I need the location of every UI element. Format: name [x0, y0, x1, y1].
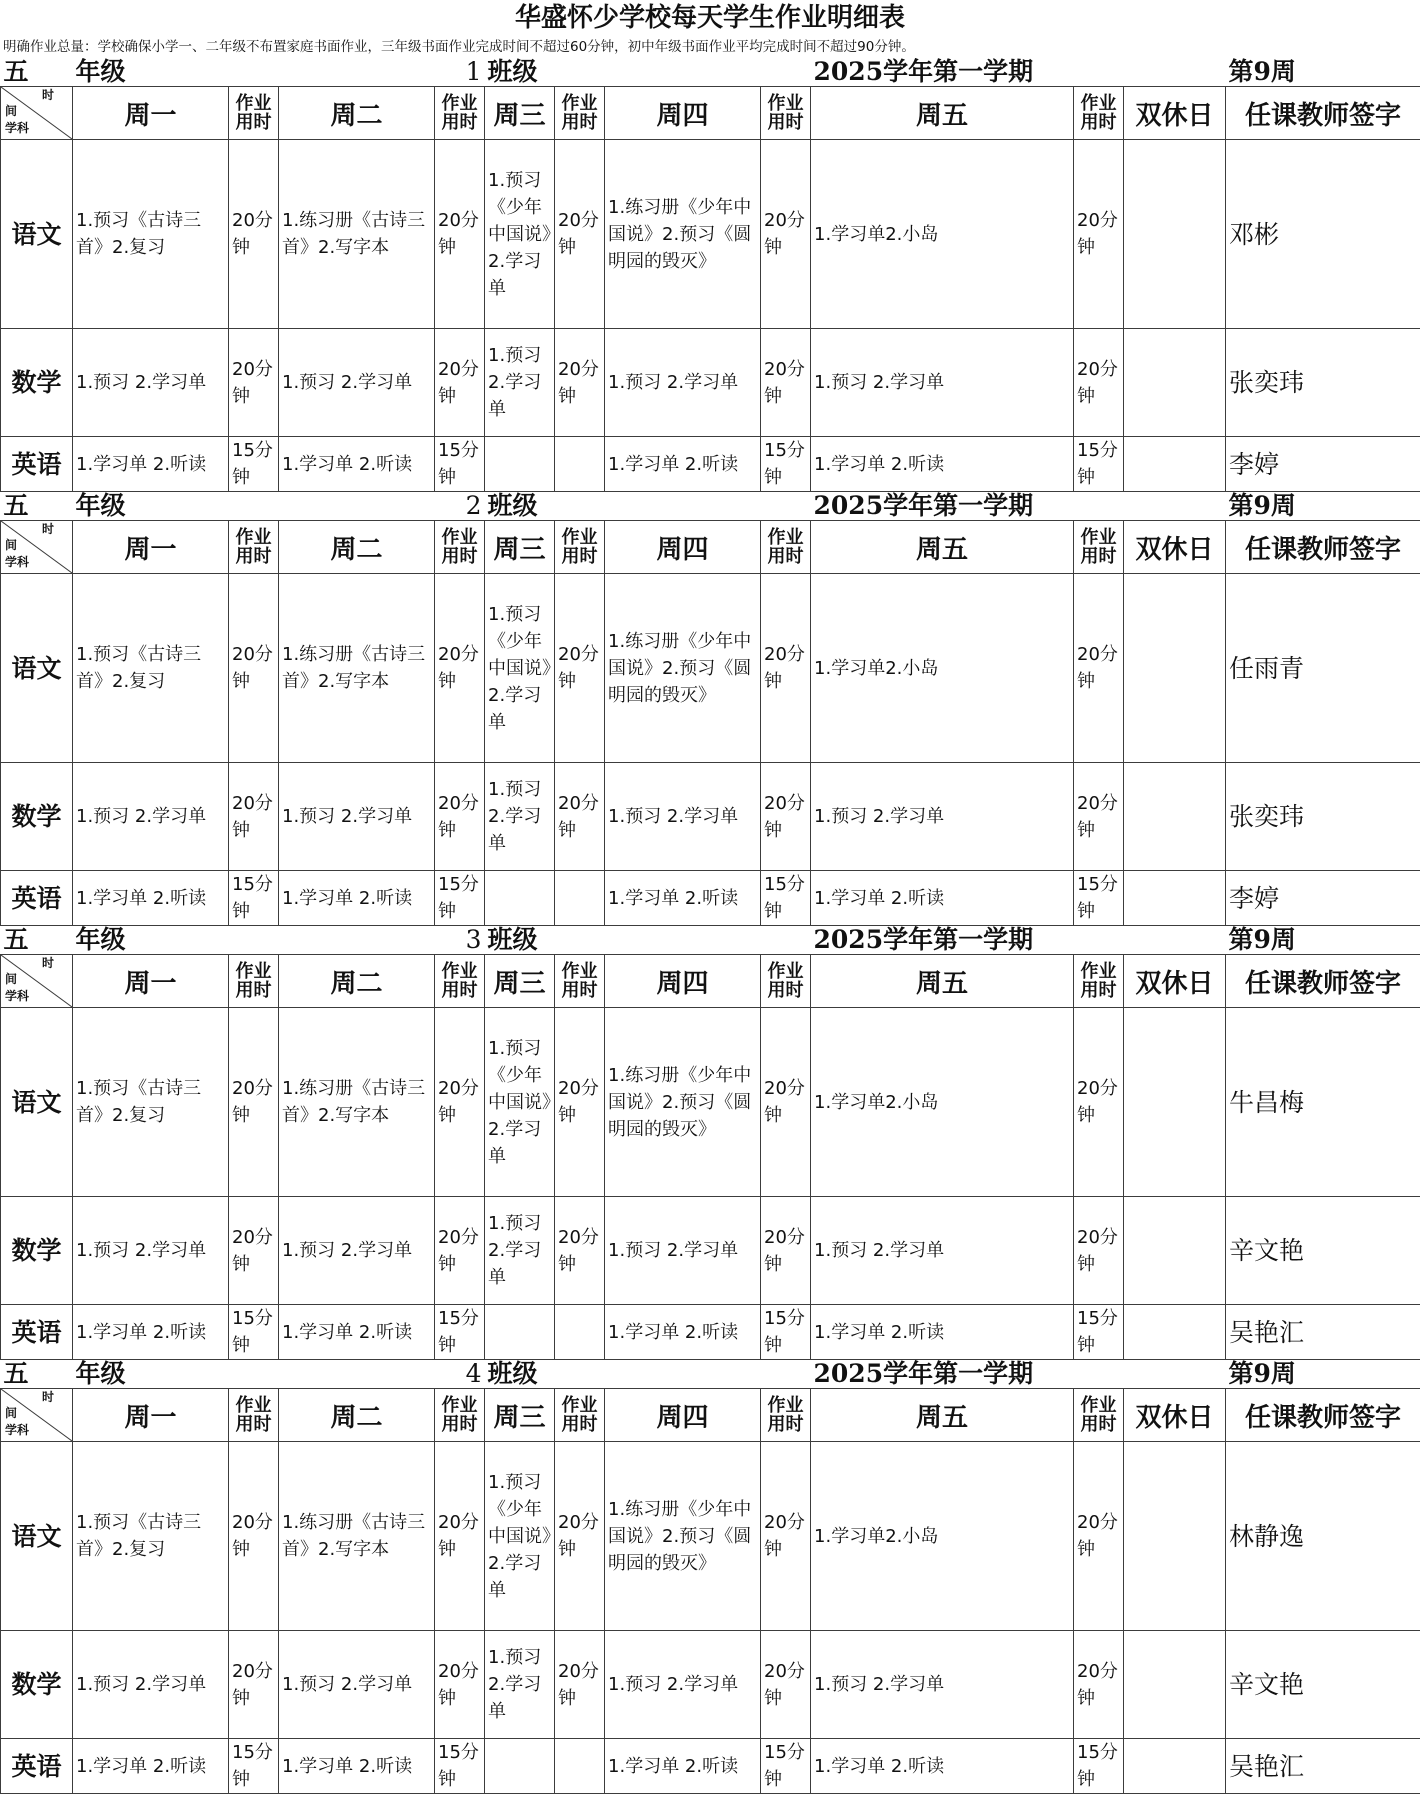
wed-homework: 1.预习《少年中国说》2.学习单 [485, 1008, 555, 1197]
wed-homework [485, 871, 555, 926]
weekend-homework [1124, 1008, 1226, 1197]
term-label: 2025学年第一学期 [811, 1360, 1074, 1389]
wed-homework: 1.预习2.学习单 [485, 763, 555, 871]
subject-row [1, 1197, 1420, 1305]
thu-time: 15分钟 [761, 1739, 811, 1794]
fri-time: 15分钟 [1074, 1739, 1124, 1794]
fri-time: 20分钟 [1074, 1008, 1124, 1197]
header-weekend: 双休日 [1124, 1389, 1226, 1442]
weekend-homework [1124, 1442, 1226, 1631]
grade-label: 年级 [73, 926, 229, 955]
mon-time: 15分钟 [229, 871, 279, 926]
wed-homework [485, 1305, 555, 1360]
tue-time: 20分钟 [435, 574, 485, 763]
thu-homework: 1.预习 2.学习单 [605, 763, 761, 871]
fri-homework: 1.学习单2.小岛 [811, 1442, 1074, 1631]
tue-homework: 1.预习 2.学习单 [279, 1197, 435, 1305]
thu-time: 20分钟 [761, 574, 811, 763]
tue-homework: 1.预习 2.学习单 [279, 763, 435, 871]
column-header-row [1, 521, 1420, 574]
class-info-row [1, 1360, 1420, 1389]
class-info-row [1, 926, 1420, 955]
column-header-row [1, 87, 1420, 140]
header-weekend: 双休日 [1124, 87, 1226, 140]
thu-homework: 1.预习 2.学习单 [605, 329, 761, 437]
thu-time: 20分钟 [761, 140, 811, 329]
header-fri: 周五 [811, 521, 1074, 574]
thu-homework: 1.练习册《少年中国说》2.预习《圆明园的毁灭》 [605, 1442, 761, 1631]
header-time: 作业用时 [761, 87, 811, 140]
mon-homework: 1.预习 2.学习单 [73, 763, 229, 871]
header-weekend: 双休日 [1124, 955, 1226, 1008]
wed-homework: 1.预习2.学习单 [485, 329, 555, 437]
subject-name: 数学 [1, 1631, 73, 1739]
class-label: 班级 [485, 58, 555, 87]
mon-time: 20分钟 [229, 574, 279, 763]
header-time: 作业用时 [555, 521, 605, 574]
tue-homework: 1.练习册《古诗三首》2.写字本 [279, 1442, 435, 1631]
tue-time: 20分钟 [435, 329, 485, 437]
teacher-signature: 邓彬 [1226, 140, 1420, 329]
teacher-signature: 张奕玮 [1226, 763, 1420, 871]
fri-time: 20分钟 [1074, 1197, 1124, 1305]
header-time: 作业用时 [1074, 87, 1124, 140]
weekend-homework [1124, 763, 1226, 871]
column-header-row [1, 955, 1420, 1008]
tue-time: 15分钟 [435, 1305, 485, 1360]
class-block [0, 926, 1420, 1360]
fri-homework: 1.预习 2.学习单 [811, 763, 1074, 871]
tue-time: 20分钟 [435, 1008, 485, 1197]
thu-time: 20分钟 [761, 763, 811, 871]
teacher-signature: 辛文艳 [1226, 1197, 1420, 1305]
mon-time: 20分钟 [229, 763, 279, 871]
fri-time: 15分钟 [1074, 1305, 1124, 1360]
teacher-signature: 任雨青 [1226, 574, 1420, 763]
subject-row [1, 1442, 1420, 1631]
header-tue: 周二 [279, 955, 435, 1008]
mon-homework: 1.预习《古诗三首》2.复习 [73, 574, 229, 763]
teacher-signature: 吴艳汇 [1226, 1305, 1420, 1360]
diag-top-label: 时 [42, 956, 55, 970]
tue-homework: 1.预习 2.学习单 [279, 329, 435, 437]
wed-time: 20分钟 [555, 329, 605, 437]
mon-homework: 1.预习 2.学习单 [73, 329, 229, 437]
subject-row [1, 1008, 1420, 1197]
mon-time: 20分钟 [229, 329, 279, 437]
mon-homework: 1.学习单 2.听读 [73, 1739, 229, 1794]
wed-time [555, 437, 605, 492]
grade-value: 五 [1, 926, 73, 955]
header-mon: 周一 [73, 521, 229, 574]
class-info-row [1, 492, 1420, 521]
tue-homework: 1.预习 2.学习单 [279, 1631, 435, 1739]
subject-name: 语文 [1, 140, 73, 329]
grade-value: 五 [1, 58, 73, 87]
class-number: 1 [229, 58, 485, 87]
mon-homework: 1.预习 2.学习单 [73, 1631, 229, 1739]
fri-homework: 1.学习单 2.听读 [811, 437, 1074, 492]
homework-blocks [0, 58, 1420, 1794]
wed-homework: 1.预习2.学习单 [485, 1631, 555, 1739]
subject-name: 英语 [1, 871, 73, 926]
tue-homework: 1.练习册《古诗三首》2.写字本 [279, 574, 435, 763]
fri-time: 20分钟 [1074, 574, 1124, 763]
mon-time: 20分钟 [229, 1442, 279, 1631]
thu-homework: 1.学习单 2.听读 [605, 871, 761, 926]
header-mon: 周一 [73, 1389, 229, 1442]
tue-time: 15分钟 [435, 871, 485, 926]
fri-time: 20分钟 [1074, 1442, 1124, 1631]
weekend-homework [1124, 1197, 1226, 1305]
class-label: 班级 [485, 926, 555, 955]
class-info-row [1, 58, 1420, 87]
mon-homework: 1.预习 2.学习单 [73, 1197, 229, 1305]
subject-row [1, 1631, 1420, 1739]
term-label: 2025学年第一学期 [811, 926, 1074, 955]
tue-time: 20分钟 [435, 1631, 485, 1739]
mon-time: 20分钟 [229, 1197, 279, 1305]
subject-row [1, 329, 1420, 437]
mon-homework: 1.学习单 2.听读 [73, 871, 229, 926]
subject-name: 语文 [1, 574, 73, 763]
header-weekend: 双休日 [1124, 521, 1226, 574]
fri-time: 15分钟 [1074, 871, 1124, 926]
weekend-homework [1124, 1631, 1226, 1739]
thu-homework: 1.练习册《少年中国说》2.预习《圆明园的毁灭》 [605, 1008, 761, 1197]
subject-row [1, 574, 1420, 763]
subject-name: 数学 [1, 763, 73, 871]
thu-homework: 1.学习单 2.听读 [605, 1305, 761, 1360]
header-wed: 周三 [485, 521, 555, 574]
diagonal-header-cell [1, 955, 73, 1008]
grade-label: 年级 [73, 58, 229, 87]
fri-homework: 1.预习 2.学习单 [811, 1197, 1074, 1305]
teacher-signature: 吴艳汇 [1226, 1739, 1420, 1794]
header-time: 作业用时 [229, 87, 279, 140]
subject-name: 数学 [1, 1197, 73, 1305]
header-time: 作业用时 [435, 521, 485, 574]
wed-homework: 1.预习《少年中国说》2.学习单 [485, 140, 555, 329]
wed-time: 20分钟 [555, 763, 605, 871]
teacher-signature: 李婷 [1226, 871, 1420, 926]
thu-time: 20分钟 [761, 1631, 811, 1739]
mon-homework: 1.学习单 2.听读 [73, 437, 229, 492]
thu-homework: 1.预习 2.学习单 [605, 1197, 761, 1305]
wed-time: 20分钟 [555, 1442, 605, 1631]
week-label: 第9周 [1226, 58, 1420, 87]
class-block [0, 1360, 1420, 1794]
subject-name: 英语 [1, 1305, 73, 1360]
thu-homework: 1.练习册《少年中国说》2.预习《圆明园的毁灭》 [605, 140, 761, 329]
header-tue: 周二 [279, 1389, 435, 1442]
mon-time: 15分钟 [229, 437, 279, 492]
tue-time: 15分钟 [435, 1739, 485, 1794]
header-time: 作业用时 [435, 1389, 485, 1442]
mon-time: 15分钟 [229, 1305, 279, 1360]
header-time: 作业用时 [555, 955, 605, 1008]
page-title: 华盛怀少学校每天学生作业明细表 [514, 3, 905, 33]
fri-homework: 1.学习单2.小岛 [811, 140, 1074, 329]
header-tue: 周二 [279, 87, 435, 140]
weekend-homework [1124, 574, 1226, 763]
mon-time: 20分钟 [229, 1008, 279, 1197]
fri-time: 20分钟 [1074, 763, 1124, 871]
header-time: 作业用时 [761, 1389, 811, 1442]
wed-time: 20分钟 [555, 574, 605, 763]
weekend-homework [1124, 1305, 1226, 1360]
tue-time: 20分钟 [435, 1197, 485, 1305]
wed-time: 20分钟 [555, 1197, 605, 1305]
header-fri: 周五 [811, 1389, 1074, 1442]
wed-homework: 1.预习《少年中国说》2.学习单 [485, 1442, 555, 1631]
term-label: 2025学年第一学期 [811, 492, 1074, 521]
mon-time: 20分钟 [229, 140, 279, 329]
header-teacher: 任课教师签字 [1226, 1389, 1420, 1442]
tue-homework: 1.练习册《古诗三首》2.写字本 [279, 140, 435, 329]
diag-mid-label: 间 [5, 538, 18, 552]
mon-homework: 1.预习《古诗三首》2.复习 [73, 1442, 229, 1631]
weekend-homework [1124, 140, 1226, 329]
tue-time: 20分钟 [435, 1442, 485, 1631]
class-block [0, 58, 1420, 492]
grade-label: 年级 [73, 1360, 229, 1389]
grade-value: 五 [1, 492, 73, 521]
term-label: 2025学年第一学期 [811, 58, 1074, 87]
header-time: 作业用时 [1074, 521, 1124, 574]
header-wed: 周三 [485, 1389, 555, 1442]
header-mon: 周一 [73, 955, 229, 1008]
header-thu: 周四 [605, 1389, 761, 1442]
mon-time: 15分钟 [229, 1739, 279, 1794]
intro-note: 明确作业总量：学校确保小学一、二年级不布置家庭书面作业，三年级书面作业完成时间不超过60分钟，初中年级书面作业平均完成时间不超过90分钟。 [3, 39, 915, 55]
wed-homework: 1.预习2.学习单 [485, 1197, 555, 1305]
diagonal-header-cell [1, 1389, 73, 1442]
diag-mid-label: 间 [5, 104, 18, 118]
thu-homework: 1.学习单 2.听读 [605, 1739, 761, 1794]
wed-time: 20分钟 [555, 1631, 605, 1739]
subject-row [1, 871, 1420, 926]
thu-time: 15分钟 [761, 437, 811, 492]
wed-homework: 1.预习《少年中国说》2.学习单 [485, 574, 555, 763]
diag-mid-label: 间 [5, 1406, 18, 1420]
mon-homework: 1.学习单 2.听读 [73, 1305, 229, 1360]
thu-time: 20分钟 [761, 329, 811, 437]
header-teacher: 任课教师签字 [1226, 87, 1420, 140]
header-time: 作业用时 [435, 87, 485, 140]
fri-homework: 1.预习 2.学习单 [811, 329, 1074, 437]
header-thu: 周四 [605, 521, 761, 574]
fri-time: 20分钟 [1074, 329, 1124, 437]
thu-homework: 1.练习册《少年中国说》2.预习《圆明园的毁灭》 [605, 574, 761, 763]
grade-label: 年级 [73, 492, 229, 521]
diag-top-label: 时 [42, 1390, 55, 1404]
tue-homework: 1.学习单 2.听读 [279, 1305, 435, 1360]
class-number: 3 [229, 926, 485, 955]
class-label: 班级 [485, 1360, 555, 1389]
fri-time: 20分钟 [1074, 140, 1124, 329]
teacher-signature: 牛昌梅 [1226, 1008, 1420, 1197]
grade-value: 五 [1, 1360, 73, 1389]
header-time: 作业用时 [229, 1389, 279, 1442]
fri-homework: 1.学习单 2.听读 [811, 1305, 1074, 1360]
subject-name: 数学 [1, 329, 73, 437]
wed-homework [485, 1739, 555, 1794]
diag-top-label: 时 [42, 88, 55, 102]
diagonal-header-cell [1, 87, 73, 140]
subject-row [1, 763, 1420, 871]
subject-name: 语文 [1, 1442, 73, 1631]
week-label: 第9周 [1226, 926, 1420, 955]
thu-time: 20分钟 [761, 1008, 811, 1197]
diagonal-header-cell [1, 521, 73, 574]
wed-time [555, 1739, 605, 1794]
thu-time: 15分钟 [761, 1305, 811, 1360]
header-time: 作业用时 [229, 955, 279, 1008]
mon-homework: 1.预习《古诗三首》2.复习 [73, 1008, 229, 1197]
thu-time: 15分钟 [761, 871, 811, 926]
weekend-homework [1124, 437, 1226, 492]
wed-time: 20分钟 [555, 140, 605, 329]
tue-homework: 1.学习单 2.听读 [279, 1739, 435, 1794]
header-teacher: 任课教师签字 [1226, 521, 1420, 574]
tue-time: 20分钟 [435, 140, 485, 329]
diag-bottom-label: 学科 [5, 1423, 30, 1437]
weekend-homework [1124, 871, 1226, 926]
class-number: 4 [229, 1360, 485, 1389]
header-tue: 周二 [279, 521, 435, 574]
header-wed: 周三 [485, 955, 555, 1008]
header-fri: 周五 [811, 955, 1074, 1008]
header-time: 作业用时 [229, 521, 279, 574]
teacher-signature: 张奕玮 [1226, 329, 1420, 437]
wed-homework [485, 437, 555, 492]
subject-row [1, 1305, 1420, 1360]
wed-time [555, 1305, 605, 1360]
week-label: 第9周 [1226, 492, 1420, 521]
header-time: 作业用时 [1074, 955, 1124, 1008]
subject-row [1, 437, 1420, 492]
header-time: 作业用时 [555, 1389, 605, 1442]
mon-time: 20分钟 [229, 1631, 279, 1739]
thu-time: 20分钟 [761, 1197, 811, 1305]
fri-time: 15分钟 [1074, 437, 1124, 492]
wed-time: 20分钟 [555, 1008, 605, 1197]
header-time: 作业用时 [555, 87, 605, 140]
header-fri: 周五 [811, 87, 1074, 140]
mon-homework: 1.预习《古诗三首》2.复习 [73, 140, 229, 329]
diag-bottom-label: 学科 [5, 121, 30, 135]
tue-time: 20分钟 [435, 763, 485, 871]
fri-homework: 1.学习单2.小岛 [811, 574, 1074, 763]
subject-name: 语文 [1, 1008, 73, 1197]
teacher-signature: 林静逸 [1226, 1442, 1420, 1631]
class-label: 班级 [485, 492, 555, 521]
fri-homework: 1.学习单2.小岛 [811, 1008, 1074, 1197]
teacher-signature: 辛文艳 [1226, 1631, 1420, 1739]
tue-time: 15分钟 [435, 437, 485, 492]
tue-homework: 1.练习册《古诗三首》2.写字本 [279, 1008, 435, 1197]
subject-name: 英语 [1, 1739, 73, 1794]
fri-homework: 1.预习 2.学习单 [811, 1631, 1074, 1739]
header-thu: 周四 [605, 955, 761, 1008]
column-header-row [1, 1389, 1420, 1442]
fri-homework: 1.学习单 2.听读 [811, 1739, 1074, 1794]
diag-bottom-label: 学科 [5, 989, 30, 1003]
diag-bottom-label: 学科 [5, 555, 30, 569]
class-number: 2 [229, 492, 485, 521]
header-time: 作业用时 [761, 521, 811, 574]
weekend-homework [1124, 1739, 1226, 1794]
thu-homework: 1.预习 2.学习单 [605, 1631, 761, 1739]
tue-homework: 1.学习单 2.听读 [279, 437, 435, 492]
thu-homework: 1.学习单 2.听读 [605, 437, 761, 492]
thu-time: 20分钟 [761, 1442, 811, 1631]
tue-homework: 1.学习单 2.听读 [279, 871, 435, 926]
subject-row [1, 140, 1420, 329]
wed-time [555, 871, 605, 926]
diag-mid-label: 间 [5, 972, 18, 986]
class-block [0, 492, 1420, 926]
header-time: 作业用时 [1074, 1389, 1124, 1442]
week-label: 第9周 [1226, 1360, 1420, 1389]
header-mon: 周一 [73, 87, 229, 140]
fri-time: 20分钟 [1074, 1631, 1124, 1739]
header-wed: 周三 [485, 87, 555, 140]
fri-homework: 1.学习单 2.听读 [811, 871, 1074, 926]
header-time: 作业用时 [761, 955, 811, 1008]
header-time: 作业用时 [435, 955, 485, 1008]
teacher-signature: 李婷 [1226, 437, 1420, 492]
diag-top-label: 时 [42, 522, 55, 536]
header-teacher: 任课教师签字 [1226, 955, 1420, 1008]
subject-row [1, 1739, 1420, 1794]
header-thu: 周四 [605, 87, 761, 140]
subject-name: 英语 [1, 437, 73, 492]
weekend-homework [1124, 329, 1226, 437]
